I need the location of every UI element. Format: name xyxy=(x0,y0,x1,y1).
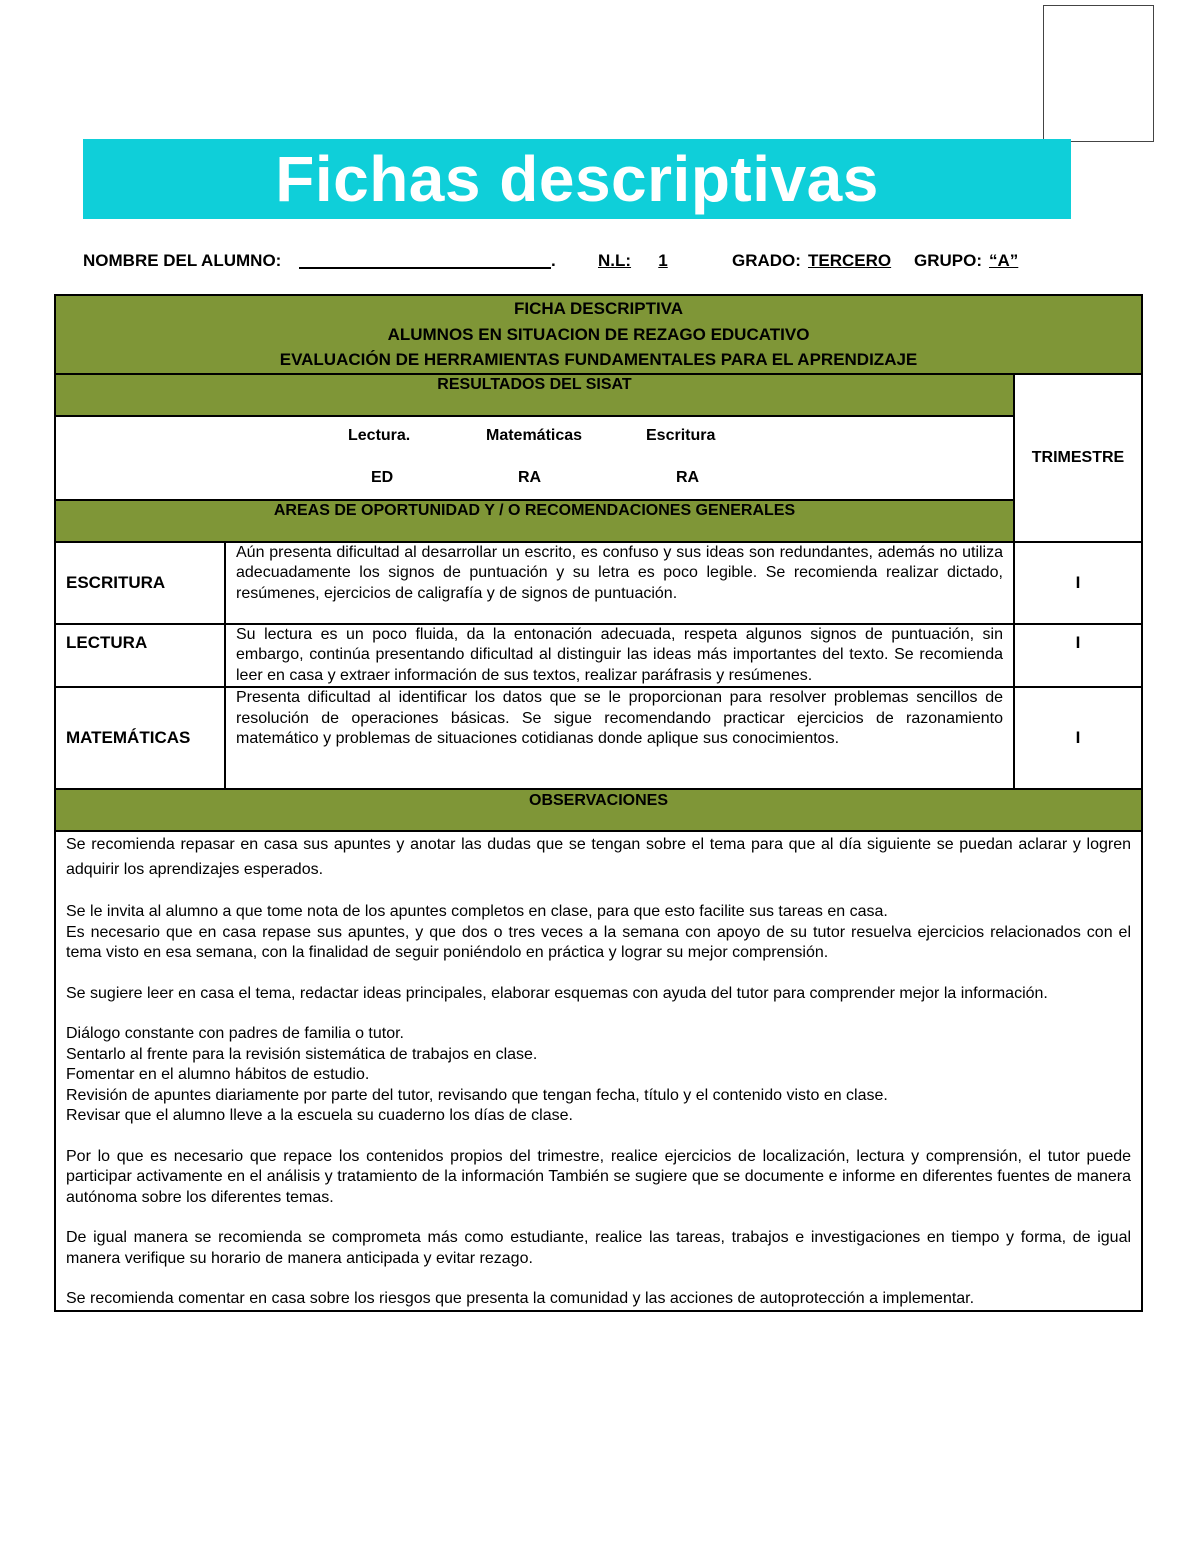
area-text-matematicas: Presenta dificultad al identificar los datos que se le proporcionan para resolver problemas sencillos de resolución de operaciones básicas. Se sigue recomendando practicar ejercicios de razonamiento matemático y problemas de situaciones cotidianas donde aplique sus conocimientos. xyxy=(225,687,1014,789)
student-name-field[interactable] xyxy=(299,251,551,274)
result-escritura: RA xyxy=(676,468,700,486)
observaciones-body xyxy=(55,831,1142,1311)
ficha-header xyxy=(55,295,1142,374)
subject-matematicas: Matemáticas xyxy=(486,426,583,444)
area-name-matematicas: MATEMÁTICAS xyxy=(55,687,225,789)
obs-paragraph: Sentarlo al frente para la revisión sistemática de trabajos en clase. xyxy=(66,1045,538,1063)
area-trimestre-escritura: I xyxy=(1014,542,1142,624)
area-text-escritura: Aún presenta dificultad al desarrollar un escrito, es confuso y sus ideas son redundantes, además no utiliza adecuadamente los signos de puntuación y su letra es poco legible. Se recomienda realizar dictado, resúmenes, ejercicios de caligrafía y de signos de puntuación. xyxy=(225,542,1014,624)
area-name-lectura: LECTURA xyxy=(55,624,225,688)
area-trimestre-matematicas: I xyxy=(1014,687,1142,789)
student-info-line xyxy=(83,251,1083,273)
header-line-1: FICHA DESCRIPTIVA xyxy=(513,299,684,318)
header-line-3: EVALUACIÓN DE HERRAMIENTAS FUNDAMENTALES PARA EL APRENDIZAJE xyxy=(279,350,918,369)
photo-placeholder-box xyxy=(1043,5,1154,142)
obs-paragraph: Se sugiere leer en casa el tema, redactar ideas principales, elaborar esquemas con ayuda del tutor para comprender mejor la información. xyxy=(66,984,1048,1002)
grado-value: TERCERO xyxy=(808,251,892,270)
nl-value: 1 xyxy=(658,251,668,270)
obs-paragraph: Fomentar en el alumno hábitos de estudio. xyxy=(66,1066,370,1083)
trimestre-header: TRIMESTRE xyxy=(1014,374,1142,542)
subject-lectura: Lectura. xyxy=(348,426,411,444)
sisat-results xyxy=(55,416,1014,500)
nl-label: N.L: xyxy=(598,251,632,270)
area-name-escritura: ESCRITURA xyxy=(55,542,225,624)
area-text-lectura: Su lectura es un poco fluida, da la entonación adecuada, respeta algunos signos de puntuación, sin embargo, continúa presentando dificultad al distinguir las ideas más importantes del texto. Se recomienda leer en casa y extraer información de sus textos, realizar paráfrasis y resúmenes. xyxy=(225,624,1014,688)
grado-label: GRADO: xyxy=(732,251,801,270)
student-name-label: NOMBRE DEL ALUMNO: xyxy=(83,251,282,270)
grupo-value: “A” xyxy=(989,251,1019,270)
areas-header: AREAS DE OPORTUNIDAD Y / O RECOMENDACIONES GENERALES xyxy=(55,500,1014,542)
area-trimestre-lectura: I xyxy=(1014,624,1142,688)
subject-escritura: Escritura xyxy=(646,426,716,444)
ficha-descriptiva-table xyxy=(54,294,1143,1312)
page-title-banner: Fichas descriptivas xyxy=(83,139,1071,219)
obs-paragraph: Revisar que el alumno lleve a la escuela su cuaderno los días de clase. xyxy=(66,1107,573,1124)
header-line-2: ALUMNOS EN SITUACION DE REZAGO EDUCATIVO xyxy=(387,324,810,344)
obs-paragraph: De igual manera se recomienda se comprometa más como estudiante, realice las tareas, trabajos e investigaciones en tiempo y forma, de igual manera verifique su horario de manera anticipada y evitar rezago. xyxy=(66,1229,1132,1267)
observaciones-header: OBSERVACIONES xyxy=(55,789,1142,831)
grupo-label: GRUPO: xyxy=(914,251,982,270)
result-lectura: ED xyxy=(371,468,394,486)
obs-paragraph: Se recomienda comentar en casa sobre los riesgos que presenta la comunidad y las acciones de autoprotección a implementar. xyxy=(66,1290,975,1307)
obs-paragraph: Por lo que es necesario que repace los contenidos propios del trimestre, realice ejercicios de localización, lectura y comprensión, el tutor puede participar activamente en el análisis y tratamiento de la información También se sugiere que se documente e informe en diferentes fuentes de manera autónoma sobre los diferentes temas. xyxy=(66,1147,1132,1206)
obs-paragraph: Revisión de apuntes diariamente por parte del tutor, revisando que tengan fecha, título y el contenido visto en clase. xyxy=(66,1086,888,1104)
result-matematicas: RA xyxy=(518,468,542,486)
sisat-header: RESULTADOS DEL SISAT xyxy=(55,374,1014,416)
obs-paragraph: Se le invita al alumno a que tome nota de los apuntes completos en clase, para que esto facilite sus tareas en casa. xyxy=(66,903,888,920)
obs-paragraph: Se recomienda repasar en casa sus apuntes y anotar las dudas que se tengan sobre el tema para que al día siguiente se puedan aclarar y logren adquirir los aprendizajes esperados. xyxy=(66,836,1132,878)
obs-paragraph: Diálogo constante con padres de familia o tutor. xyxy=(66,1025,404,1042)
student-name-tail: . xyxy=(551,251,556,270)
obs-paragraph: Es necesario que en casa repase sus apuntes, y que dos o tres veces a la semana con apoyo de su tutor resuelva ejercicios relacionados con el tema visto en esa semana, con la finalidad de seguir poniéndolo en práctica y lograr su mejor comprensión. xyxy=(66,923,1132,961)
